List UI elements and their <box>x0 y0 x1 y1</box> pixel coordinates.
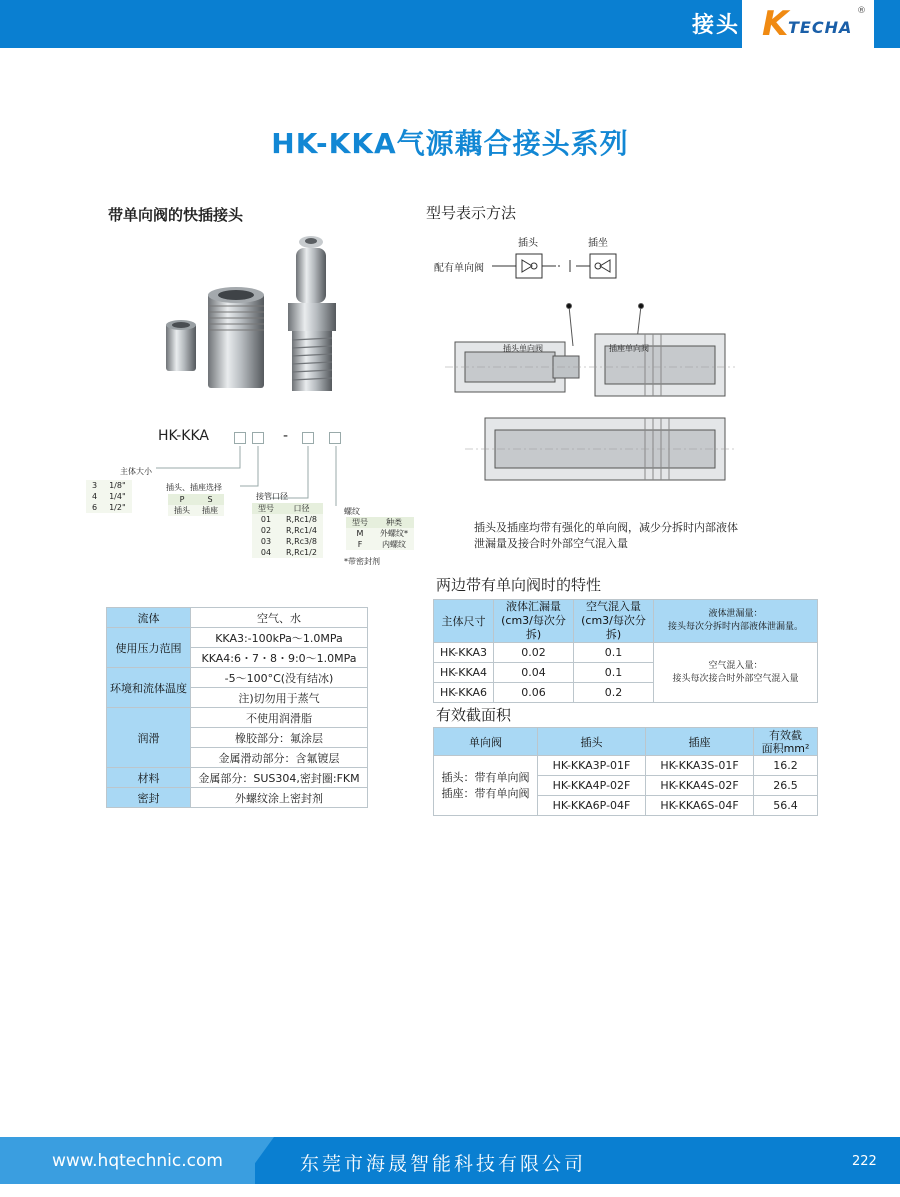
feat-head <box>494 600 574 643</box>
spec-key: 密封 <box>107 788 191 808</box>
area-cell: HK-KKA4P-02F <box>538 776 646 796</box>
footer-url[interactable]: www.hqtechnic.com <box>52 1151 223 1171</box>
area-cell: 56.4 <box>754 796 818 816</box>
area-head-line: 有效截 <box>769 728 802 742</box>
feat-head-line: 空气混入量 <box>586 600 641 613</box>
valve-note-line: 插头及插座均带有强化的单向阀，减少分拆时内部液体 <box>474 521 738 534</box>
valve-note-line: 泄漏量及接合时外部空气混入量 <box>474 537 628 550</box>
valve-note <box>474 520 738 552</box>
spec-value: 注)切勿用于蒸气 <box>191 688 368 708</box>
port-size: R,Rc1/2 <box>280 547 323 558</box>
feat-cell: 0.02 <box>494 643 574 663</box>
spec-key: 润滑 <box>107 708 191 768</box>
choice-code: P <box>168 494 196 505</box>
port-head: 型号 <box>252 503 280 514</box>
feat-cell: 0.06 <box>494 683 574 703</box>
area-cell: HK-KKA6P-04F <box>538 796 646 816</box>
spec-value: 金属部分：SUS304,密封圈:FKM <box>191 768 368 788</box>
feat-cell: 0.1 <box>574 643 654 663</box>
feat-note-leak <box>654 600 818 643</box>
feat-head <box>574 600 654 643</box>
spec-key: 材料 <box>107 768 191 788</box>
size-value: 1/4" <box>103 491 132 502</box>
spec-value: 空气、水 <box>191 608 368 628</box>
size-code: 6 <box>86 502 103 513</box>
port-head: 口径 <box>280 503 323 514</box>
symbol-label: 配有单向阀 <box>434 263 484 274</box>
spec-key: 环境和流体温度 <box>107 668 191 708</box>
feat-note-line: 空气混入量： <box>708 660 763 671</box>
feat-head-line: (cm3/每次分拆) <box>581 614 646 641</box>
feat-note-line: 接头每次分拆时内部液体泄漏量。 <box>667 622 803 632</box>
symbol-plug-label: 插头 <box>518 238 538 249</box>
logo-k-mark: K <box>762 4 789 44</box>
characteristics-heading: 两边带有单向阀时的特性 <box>436 576 602 594</box>
cut-label-socket-valve: 插座单向阀 <box>609 344 649 353</box>
spec-value: 不使用润滑脂 <box>191 708 368 728</box>
spec-value: -5～100°C(没有结冰) <box>191 668 368 688</box>
footer-slant <box>240 1137 274 1184</box>
feat-note-line: 接头每次接合时外部空气混入量 <box>672 673 799 684</box>
page-number: 222 <box>852 1154 877 1169</box>
feat-cell: 0.1 <box>574 663 654 683</box>
brand-logo <box>742 0 874 48</box>
choice-name: 插座 <box>196 505 224 516</box>
choice-table <box>168 494 224 516</box>
symbol-socket-label: 插坐 <box>588 238 608 249</box>
area-cell: HK-KKA6S-04F <box>646 796 754 816</box>
cut-label-plug-valve: 插头单向阀 <box>503 344 543 353</box>
choice-code: S <box>196 494 224 505</box>
spec-table <box>106 607 368 808</box>
area-head: 插头 <box>538 728 646 756</box>
thread-head: 种类 <box>374 517 414 528</box>
size-code: 3 <box>86 480 103 491</box>
spec-value: 橡胶部分：氟涂层 <box>191 728 368 748</box>
feat-cell: HK-KKA3 <box>434 643 494 663</box>
area-heading: 有效截面积 <box>436 706 512 724</box>
spec-key: 使用压力范围 <box>107 628 191 668</box>
port-code: 01 <box>252 514 280 525</box>
spec-value: KKA3:-100kPa～1.0MPa <box>191 628 368 648</box>
top-banner <box>0 0 900 48</box>
port-size: R,Rc3/8 <box>280 536 323 547</box>
feat-head-line: (cm3/每次分拆) <box>501 614 566 641</box>
size-code: 4 <box>86 491 103 502</box>
area-cell: HK-KKA3S-01F <box>646 756 754 776</box>
choice-label: 插头、插座选择 <box>166 483 222 492</box>
section-title: 接头 <box>691 13 740 38</box>
feat-note-air <box>654 643 818 703</box>
spec-value: 外螺纹涂上密封剂 <box>191 788 368 808</box>
size-table <box>86 480 132 513</box>
spec-value: 金属滑动部分：含氟镀层 <box>191 748 368 768</box>
size-value: 1/2" <box>103 502 132 513</box>
cutaway-drawing <box>445 300 735 500</box>
logo-text: TECHA <box>788 18 853 37</box>
area-side-line: 插头：带有单向阀 <box>441 770 530 784</box>
port-size: R,Rc1/8 <box>280 514 323 525</box>
thread-head: 型号 <box>346 517 374 528</box>
area-head-line: 面积mm² <box>761 741 810 755</box>
thread-type: 外螺纹* <box>374 528 414 539</box>
port-size: R,Rc1/4 <box>280 525 323 536</box>
thread-code: M <box>346 528 374 539</box>
port-table <box>252 503 323 558</box>
page-title: HK-KKA气源藕合接头系列 <box>271 127 629 160</box>
model-prefix: HK-KKA <box>158 428 209 444</box>
model-heading: 型号表示方法 <box>426 204 517 222</box>
area-cell: 26.5 <box>754 776 818 796</box>
area-head: 单向阀 <box>434 728 538 756</box>
feat-cell: HK-KKA4 <box>434 663 494 683</box>
area-cell: 16.2 <box>754 756 818 776</box>
area-head <box>754 728 818 756</box>
feat-head-line: 液体汇漏量 <box>506 600 561 613</box>
footer-bar <box>0 1137 900 1184</box>
product-heading: 带单向阀的快插接头 <box>108 206 244 224</box>
area-side <box>434 756 538 816</box>
feat-cell: HK-KKA6 <box>434 683 494 703</box>
code-dash: - <box>283 428 289 444</box>
feat-cell: 0.2 <box>574 683 654 703</box>
thread-type: 内螺纹 <box>374 539 414 550</box>
port-label: 接管口径 <box>256 492 288 501</box>
thread-code: F <box>346 539 374 550</box>
spec-key: 流体 <box>107 608 191 628</box>
area-side-line: 插座：带有单向阀 <box>441 786 530 800</box>
area-table <box>433 727 818 816</box>
area-cell: HK-KKA4S-02F <box>646 776 754 796</box>
feat-cell: 0.04 <box>494 663 574 683</box>
thread-note: *带密封剂 <box>344 557 380 566</box>
port-code: 02 <box>252 525 280 536</box>
area-cell: HK-KKA3P-01F <box>538 756 646 776</box>
area-head: 插座 <box>646 728 754 756</box>
size-value: 1/8" <box>103 480 132 491</box>
thread-label: 螺纹 <box>344 507 360 516</box>
thread-table <box>346 517 414 550</box>
port-code: 04 <box>252 547 280 558</box>
characteristics-table <box>433 599 818 703</box>
choice-name: 插头 <box>168 505 196 516</box>
footer-company: 东莞市海晟智能科技有限公司 <box>300 1153 587 1175</box>
feat-head: 主体尺寸 <box>434 600 494 643</box>
port-code: 03 <box>252 536 280 547</box>
valve-symbol <box>430 232 660 292</box>
product-photo <box>150 228 370 408</box>
registered-mark: ® <box>857 6 866 16</box>
spec-value: KKA4:6・7・8・9:0～1.0MPa <box>191 648 368 668</box>
feat-note-line: 液体泄漏量： <box>708 609 763 619</box>
size-label: 主体大小 <box>120 467 152 476</box>
